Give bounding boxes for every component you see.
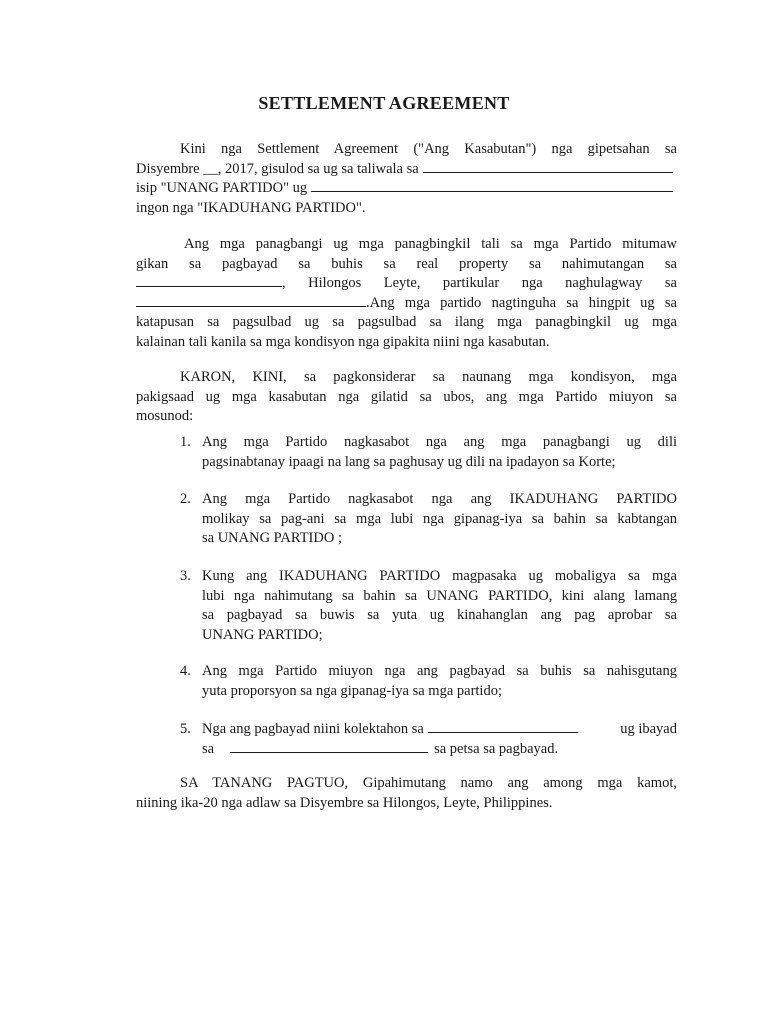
blank-description	[136, 294, 366, 307]
dispute-line-5: katapusan sa pagsulbad ug sa pagsulbad sa ilang mga panagbingkil ug mga	[136, 314, 677, 330]
closing-line-1: SA TANANG PAGTUO, Gipahimutang namo ang among mga kamot,	[180, 775, 677, 791]
intro-line-4: ingon nga "IKADUHANG PARTIDO".	[136, 199, 366, 216]
term-line	[202, 720, 677, 740]
term-5-text-d: sa petsa sa pagbayad.	[434, 740, 559, 757]
term-line: Kung ang IKADUHANG PARTIDO magpasaka ug mobaligya sa mga	[202, 568, 677, 584]
term-5-text-b: ug ibayad	[620, 721, 677, 737]
term-number: 3.	[180, 568, 191, 584]
intro-line-3-text: isip "UNANG PARTIDO" ug	[136, 180, 308, 196]
agreement-intro-line-1: KARON, KINI, sa pagkonsiderar sa naunang mga kondisyon, mga	[180, 369, 677, 385]
term-item-2	[180, 490, 677, 549]
dispute-line-4	[136, 294, 677, 314]
term-number: 2.	[180, 491, 191, 507]
term-item-1	[180, 433, 677, 472]
term-line: Ang mga Partido nagkasabot nga ang IKADUHANG PARTIDO	[202, 491, 677, 507]
dispute-line-6: kalainan tali kanila sa mga kondisyon nga gipakita niini nga kasabutan.	[136, 333, 550, 350]
dispute-line-2: gikan sa pagbayad sa buhis sa real property sa nahimutangan sa	[136, 255, 677, 272]
agreement-intro-line-3: mosunod:	[136, 408, 194, 424]
term-item-4	[180, 662, 677, 701]
blank-first-party	[423, 160, 673, 173]
agreement-intro-line-2: pakigsaad ug mga kasabutan nga gilatid sa ubos, ang mga Partido miuyon sa	[136, 388, 677, 405]
closing-paragraph	[136, 774, 677, 813]
term-5-text-a: Nga ang pagbayad niini kolektahon sa	[202, 721, 424, 737]
term-number: 1.	[180, 434, 191, 450]
term-line: sa pagbayad sa buwis sa yuta ug kinahanglan ang pag aprobar sa	[202, 607, 677, 623]
intro-line-2-text: Disyembre __, 2017, gisulod sa ug sa taliwala sa	[136, 160, 419, 177]
dispute-paragraph	[136, 235, 677, 352]
closing-line-2: niining ika-20 nga adlaw sa Disyembre sa Hilongos, Leyte, Philippines.	[136, 794, 553, 811]
term-line: sa UNANG PARTIDO ;	[202, 530, 342, 546]
intro-paragraph	[136, 140, 677, 218]
term-5-text-c: sa	[202, 740, 215, 757]
intro-line-3	[136, 179, 677, 199]
dispute-line-3-text: , Hilongos Leyte, partikular nga naghulagway sa	[282, 275, 677, 291]
dispute-line-3	[136, 274, 677, 294]
agreement-intro-paragraph	[136, 368, 677, 427]
term-item-5	[180, 720, 677, 759]
blank-collector	[428, 720, 578, 733]
dispute-line-1: Ang mga panagbangi ug mga panagbingkil tali sa mga Partido mitumaw	[184, 236, 677, 252]
term-number: 4.	[180, 663, 191, 679]
blank-second-party	[311, 179, 673, 192]
term-line: yuta proporsyon sa nga gipanag-iya sa mga partido;	[202, 682, 502, 699]
term-item-3	[180, 567, 677, 645]
term-line: UNANG PARTIDO;	[202, 626, 323, 643]
term-line: molikay sa pag-ani sa mga lubi nga gipanag-iya sa bahin sa kabtangan	[202, 510, 677, 527]
blank-location	[136, 274, 282, 287]
term-line: Ang mga Partido miuyon nga ang pagbayad sa buhis sa nahisgutang	[202, 663, 677, 679]
term-line: lubi nga nahimutang sa bahin sa UNANG PARTIDO, kini alang lamang	[202, 587, 677, 604]
dispute-line-4-text: .Ang mga partido nagtinguha sa hingpit ug sa	[366, 294, 677, 311]
term-line: pagsinabtanay ipaagi na lang sa paghusay ug dili na ipadayon sa Korte;	[202, 453, 616, 470]
term-line	[202, 740, 677, 760]
term-line: Ang mga Partido nagkasabot nga ang mga panagbangi ug dili	[202, 434, 677, 450]
document-title: SETTLEMENT AGREEMENT	[258, 93, 510, 113]
blank-payee	[230, 740, 428, 753]
intro-line-2	[136, 160, 677, 180]
term-number: 5.	[180, 721, 191, 737]
intro-line-1: Kini nga Settlement Agreement ("Ang Kasabutan") nga gipetsahan sa	[180, 141, 677, 157]
